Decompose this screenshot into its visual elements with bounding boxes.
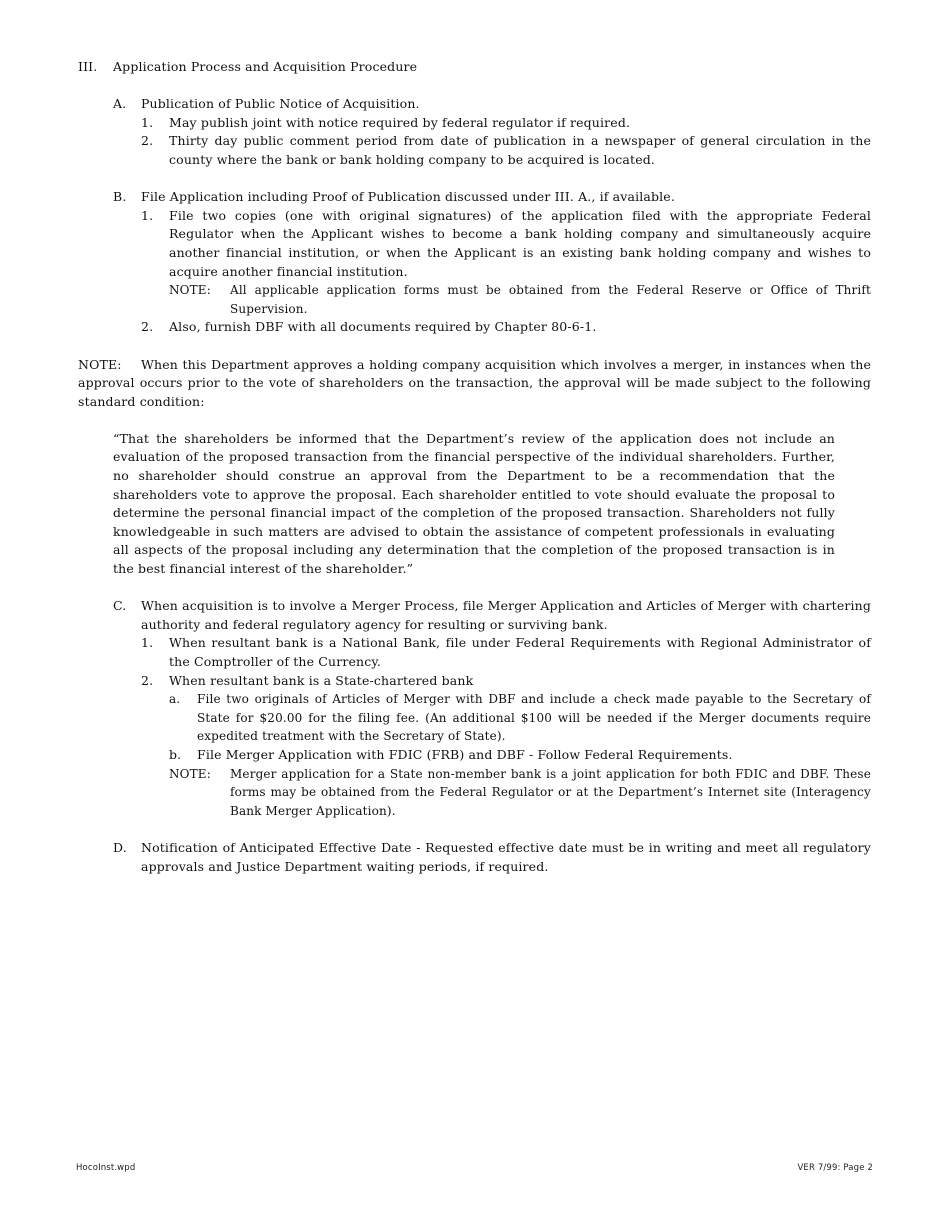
item-b [78, 188, 871, 207]
item-c-note [78, 765, 871, 821]
item-c-1-number: 1. [141, 635, 154, 651]
item-c-2-number: 2. [141, 672, 154, 688]
item-b-1-text: File two copies (one with original signatures) of the application filed with the appropriate Federal Regulator when the Applicant wishes to become a bank holding company and simultaneously acquire another financial institution, or when the Applicant is an existing bank holding company and wishes to acquire another financial institution. [169, 207, 871, 279]
item-b-text: File Application including Proof of Publication discussed under III. A., if available. [141, 189, 675, 205]
item-a-1-text: May publish joint with notice required by federal regulator if required. [169, 114, 631, 130]
item-a-2 [78, 132, 871, 169]
main-note-label: NOTE: [78, 356, 122, 372]
item-a-label: A. [113, 96, 127, 112]
item-c-2-a-label: a. [169, 692, 181, 707]
section-heading [78, 58, 871, 77]
item-a-1 [78, 114, 871, 133]
item-c-1-text: When resultant bank is a National Bank, file under Federal Requirements with Regional Administrator of the Comptroller of the Currency. [169, 635, 871, 669]
item-d [78, 839, 871, 876]
item-c-2-b-label: b. [169, 746, 182, 762]
main-note [78, 356, 871, 412]
item-c-label: C. [113, 598, 127, 614]
footer-filename: HocoInst.wpd [76, 1163, 136, 1173]
item-c [78, 597, 871, 634]
item-a-text: Publication of Public Notice of Acquisition. [141, 96, 420, 112]
section-title: Application Process and Acquisition Procedure [113, 59, 418, 74]
item-b-2-text: Also, furnish DBF with all documents required by Chapter 80-6-1. [169, 319, 597, 335]
item-c-2-a-text: File two originals of Articles of Merger with DBF and include a check made payable to the Secretary of State for $20.00 for the filing fee. (An additional $100 will be needed if the Merger documents require expedited treatment with the Secretary of State). [197, 692, 871, 744]
item-a-1-number: 1. [141, 114, 154, 130]
item-b-note-text: All applicable application forms must be obtained from the Federal Reserve or Office of Thrift Supervision. [230, 283, 871, 316]
item-b-2 [78, 318, 871, 337]
item-a [78, 95, 871, 114]
item-c-2-a [78, 690, 871, 746]
item-c-2-text: When resultant bank is a State-chartered bank [169, 672, 474, 688]
item-d-label: D. [113, 839, 127, 855]
section-number: III. [78, 59, 98, 74]
item-c-2-b [78, 746, 871, 765]
item-c-1 [78, 634, 871, 671]
item-b-1 [78, 207, 871, 281]
document-body [78, 58, 871, 876]
item-b-1-number: 1. [141, 207, 154, 223]
footer-version-page: VER 7/99: Page 2 [797, 1163, 873, 1173]
main-note-text: When this Department approves a holding company acquisition which involves a merger, in instances when the approval occurs prior to the vote of shareholders on the transaction, the approval will be made subject to the following standard condition: [78, 356, 871, 409]
item-c-note-label: NOTE: [169, 766, 211, 781]
item-d-text: Notification of Anticipated Effective Date - Requested effective date must be in writing and meet all regulatory approvals and Justice Department waiting periods, if required. [141, 839, 871, 874]
standard-condition-quote: “That the shareholders be informed that the Department’s review of the application does not include an evaluation of the proposed transaction from the financial perspective of the individual shareholders. Further, no shareholder should construe an approval from the Department to be a recommendation that the shareholders vote to approve the proposal. Each shareholder entitled to vote should evaluate the proposal to determine the personal financial impact of the completion of the proposed transaction. Shareholders not fully knowledgeable in such matters are advised to obtain the assistance of competent professionals in evaluating all aspects of the proposal including any determination that the completion of the proposed transaction is in the best financial interest of the shareholder.” [113, 430, 835, 577]
item-c-note-text: Merger application for a State non-member bank is a joint application for both FDIC and DBF. These forms may be obtained from the Federal Regulator or at the Department’s Internet site (Interagency Bank Merger Application). [230, 766, 871, 818]
item-a-2-number: 2. [141, 133, 154, 149]
item-c-2 [78, 672, 871, 691]
item-b-note [78, 281, 871, 318]
item-b-label: B. [113, 189, 127, 205]
item-a-2-text: Thirty day public comment period from date of publication in a newspaper of general circulation in the county where the bank or bank holding company to be acquired is located. [169, 133, 871, 167]
item-b-2-number: 2. [141, 319, 154, 335]
item-b-note-label: NOTE: [169, 283, 211, 298]
item-c-text: When acquisition is to involve a Merger Process, file Merger Application and Articles of Merger with chartering authority and federal regulatory agency for resulting or surviving bank. [141, 598, 871, 632]
item-c-2-b-text: File Merger Application with FDIC (FRB) and DBF - Follow Federal Requirements. [197, 746, 733, 762]
